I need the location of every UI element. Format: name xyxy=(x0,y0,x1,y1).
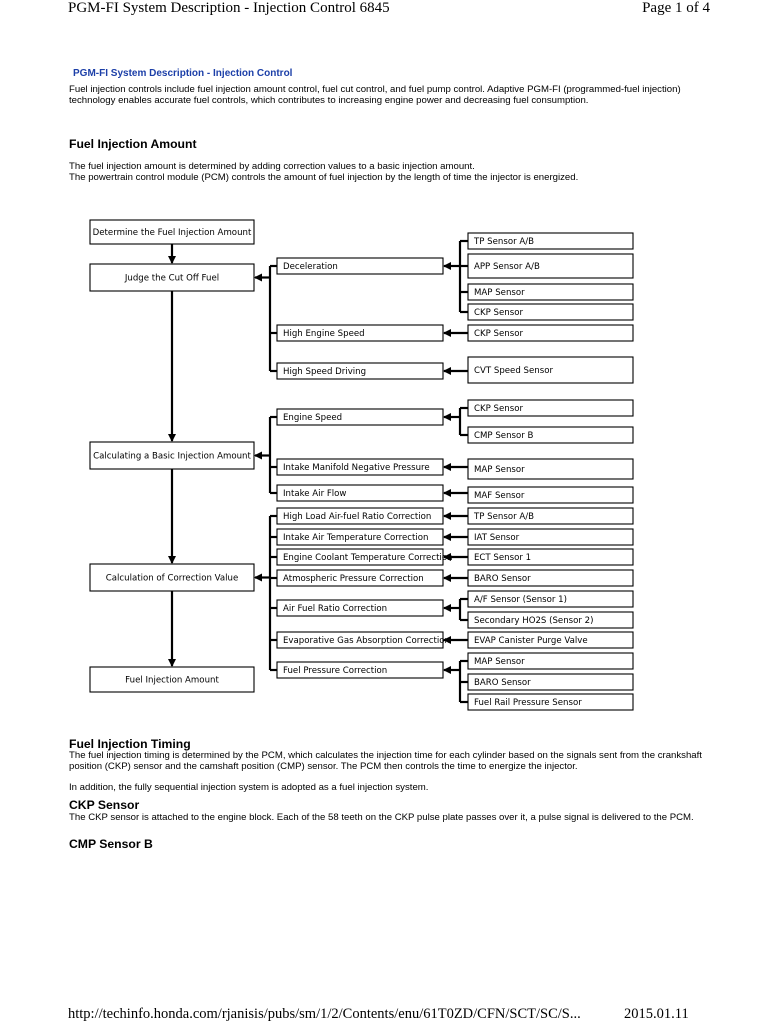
sensor-box xyxy=(468,254,633,278)
amount-paragraph-2: The powertrain control module (PCM) controls the amount of fuel injection by the length of time the injector is energized. xyxy=(69,172,579,183)
svg-text:Calculating a Basic Injection: Calculating a Basic Injection Amount xyxy=(93,451,251,462)
svg-text:IAT Sensor: IAT Sensor xyxy=(474,533,520,543)
condition-box xyxy=(277,485,443,501)
document-title: PGM-FI System Description - Injection Control 6845 xyxy=(68,0,390,16)
svg-text:Fuel Injection Amount: Fuel Injection Amount xyxy=(125,675,219,686)
sensor-box xyxy=(468,591,633,607)
svg-text:High Load Air-fuel Ratio Corre: High Load Air-fuel Ratio Correction xyxy=(283,512,432,522)
page-number: Page 1 of 4 xyxy=(642,0,710,16)
svg-text:Secondary HO2S (Sensor 2): Secondary HO2S (Sensor 2) xyxy=(474,616,594,626)
condition-box xyxy=(277,363,443,379)
sensor-box xyxy=(468,304,633,320)
svg-text:High Speed Driving: High Speed Driving xyxy=(283,367,367,377)
sensor-box xyxy=(468,570,633,586)
sensor-box xyxy=(468,529,633,545)
sensor-box xyxy=(468,459,633,479)
condition-box xyxy=(277,549,453,565)
main-step-box xyxy=(90,667,254,692)
sensor-box xyxy=(468,284,633,300)
svg-text:Evaporative Gas Absorption Cor: Evaporative Gas Absorption Correction xyxy=(283,636,450,646)
condition-box xyxy=(277,529,443,545)
svg-text:Deceleration: Deceleration xyxy=(283,262,338,272)
svg-text:CKP Sensor: CKP Sensor xyxy=(474,329,524,339)
main-step-box xyxy=(90,442,254,469)
sensor-box xyxy=(468,325,633,341)
svg-text:BARO Sensor: BARO Sensor xyxy=(474,574,531,584)
svg-text:A/F Sensor (Sensor 1): A/F Sensor (Sensor 1) xyxy=(474,595,567,605)
cmp-sensor-b-heading: CMP Sensor B xyxy=(69,837,153,851)
sensor-box xyxy=(468,674,633,690)
amount-paragraph-1: The fuel injection amount is determined by adding correction values to a basic injection amount. xyxy=(69,161,475,172)
ckp-sensor-heading: CKP Sensor xyxy=(69,798,140,812)
svg-text:Air Fuel Ratio Correction: Air Fuel Ratio Correction xyxy=(283,604,388,614)
footer-date: 2015.01.11 xyxy=(624,1006,689,1022)
svg-text:TP Sensor A/B: TP Sensor A/B xyxy=(474,512,535,522)
main-step-box xyxy=(90,220,254,244)
condition-box xyxy=(277,662,443,678)
intro-paragraph: Fuel injection controls include fuel injection amount control, fuel cut control, and fuel pump control. Adaptive PGM-FI (programmed-fuel injection) technology enables accurate fuel controls, which contributes to increasing engine power and decreasing fuel consumption. xyxy=(69,84,681,106)
svg-text:CVT Speed Sensor: CVT Speed Sensor xyxy=(474,366,553,376)
svg-text:MAP Sensor: MAP Sensor xyxy=(474,465,525,475)
svg-text:CKP Sensor: CKP Sensor xyxy=(474,404,524,414)
svg-text:Judge the Cut Off Fuel: Judge the Cut Off Fuel xyxy=(124,273,220,284)
svg-text:APP Sensor A/B: APP Sensor A/B xyxy=(474,262,540,272)
timing-paragraph-2: In addition, the fully sequential injection system is adopted as a fuel injection system. xyxy=(69,782,429,793)
svg-text:Fuel Pressure Correction: Fuel Pressure Correction xyxy=(283,666,388,676)
svg-text:Fuel Rail Pressure Sensor: Fuel Rail Pressure Sensor xyxy=(474,698,582,708)
ckp-paragraph: The CKP sensor is attached to the engine block. Each of the 58 teeth on the CKP pulse plate passes over it, a pulse signal is delivered to the PCM. xyxy=(69,812,694,823)
main-step-box xyxy=(90,564,254,591)
timing-paragraph-1: The fuel injection timing is determined by the PCM, which calculates the injection time for each cylinder based on the signals sent from the crankshaft position (CKP) sensor and the camshaft position (CMP) sensor. The PCM then controls the time to energize the injector. xyxy=(69,750,702,772)
condition-box xyxy=(277,459,443,475)
svg-text:CKP Sensor: CKP Sensor xyxy=(474,308,524,318)
svg-text:Atmospheric Pressure Correctio: Atmospheric Pressure Correction xyxy=(283,574,424,584)
sensor-box xyxy=(468,612,633,628)
svg-text:Intake Manifold Negative Press: Intake Manifold Negative Pressure xyxy=(283,463,430,473)
svg-text:CMP Sensor B: CMP Sensor B xyxy=(474,431,534,441)
sensor-box xyxy=(468,487,633,503)
sensor-box xyxy=(468,653,633,669)
sensor-box xyxy=(468,357,633,383)
condition-box xyxy=(277,325,443,341)
main-step-box xyxy=(90,264,254,291)
svg-text:ECT Sensor 1: ECT Sensor 1 xyxy=(474,553,532,563)
sensor-box xyxy=(468,694,633,710)
sensor-box xyxy=(468,427,633,443)
svg-text:BARO Sensor: BARO Sensor xyxy=(474,678,531,688)
sensor-box xyxy=(468,549,633,565)
condition-box xyxy=(277,570,443,586)
svg-text:MAP Sensor: MAP Sensor xyxy=(474,657,525,667)
svg-text:Intake Air Flow: Intake Air Flow xyxy=(283,489,347,499)
svg-text:High Engine Speed: High Engine Speed xyxy=(283,329,365,339)
sensor-box xyxy=(468,632,633,648)
svg-text:Intake Air Temperature Correct: Intake Air Temperature Correction xyxy=(283,533,429,543)
condition-box xyxy=(277,600,443,616)
svg-text:EVAP Canister Purge Valve: EVAP Canister Purge Valve xyxy=(474,636,588,646)
condition-box xyxy=(277,258,443,274)
section-title[interactable]: PGM-FI System Description - Injection Control xyxy=(73,68,293,79)
fuel-injection-timing-heading: Fuel Injection Timing xyxy=(69,737,191,751)
sensor-box xyxy=(468,400,633,416)
svg-text:Calculation of Correction Valu: Calculation of Correction Value xyxy=(105,573,239,584)
condition-box xyxy=(277,508,443,524)
svg-text:MAP Sensor: MAP Sensor xyxy=(474,288,525,298)
svg-text:Determine the Fuel Injection A: Determine the Fuel Injection Amount xyxy=(92,228,252,238)
svg-text:MAF Sensor: MAF Sensor xyxy=(474,491,525,501)
condition-box xyxy=(277,632,450,648)
condition-box xyxy=(277,409,443,425)
sensor-box xyxy=(468,233,633,249)
sensor-box xyxy=(468,508,633,524)
svg-text:Engine Coolant Temperature Cor: Engine Coolant Temperature Correction xyxy=(283,553,453,563)
svg-text:Engine Speed: Engine Speed xyxy=(283,413,343,423)
svg-text:TP Sensor A/B: TP Sensor A/B xyxy=(474,237,535,247)
fuel-injection-amount-heading: Fuel Injection Amount xyxy=(69,137,197,151)
footer-url: http://techinfo.honda.com/rjanisis/pubs/sm/1/2/Contents/enu/61T0ZD/CFN/SCT/SC/S... xyxy=(68,1006,581,1022)
